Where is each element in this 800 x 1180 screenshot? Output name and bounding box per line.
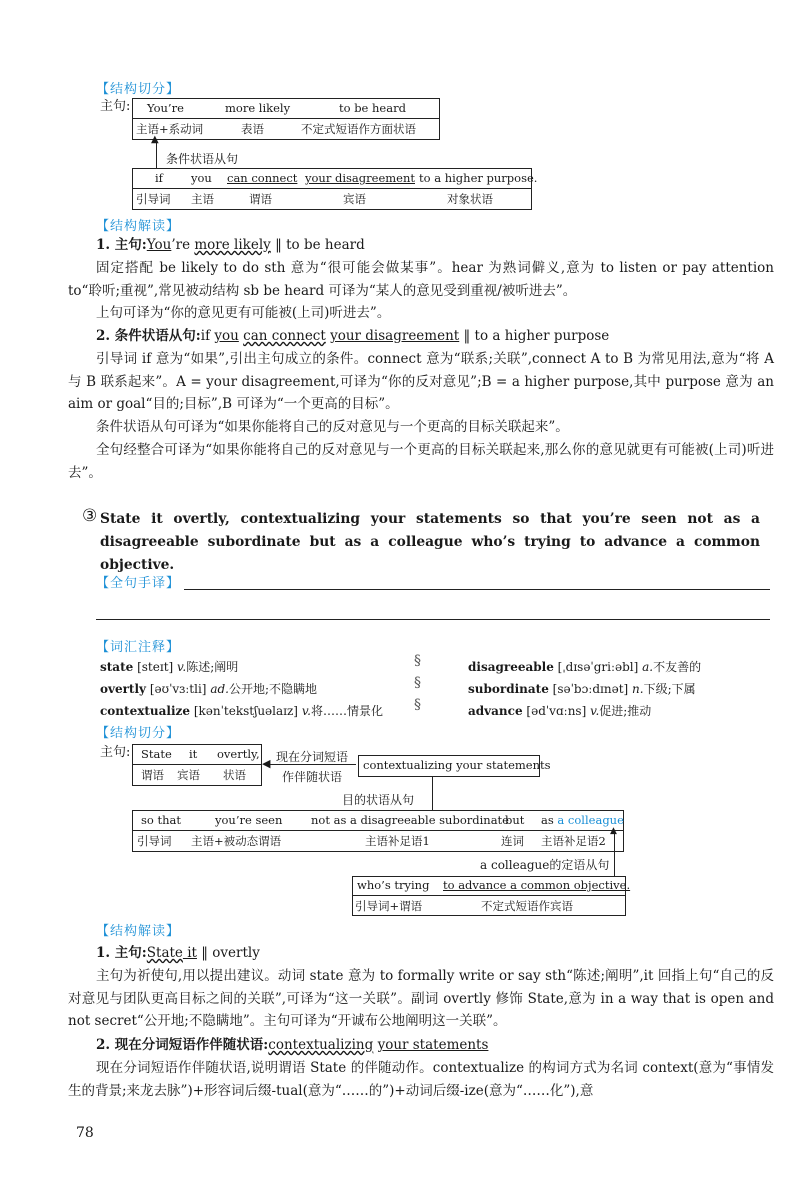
heading-you: you bbox=[214, 328, 239, 344]
main-clause-label-1: 主句: bbox=[100, 99, 131, 114]
heading-if: if bbox=[200, 328, 215, 344]
vocab-ipa: [kənˈtekstʃuəlaɪz] bbox=[193, 704, 298, 718]
role-introducer: 引导词 bbox=[137, 834, 172, 848]
vocab-word: advance bbox=[468, 704, 523, 718]
heading-it: it bbox=[182, 945, 197, 961]
word-can-connect: can connect bbox=[227, 171, 298, 185]
analysis-title-1: 【结构解读】 bbox=[96, 219, 181, 234]
vocab-word: subordinate bbox=[468, 682, 549, 696]
vocab-word: disagreeable bbox=[468, 660, 554, 674]
vocab-ipa: [ədˈvɑːns] bbox=[526, 704, 587, 718]
heading-rest: ‖ to be heard bbox=[270, 237, 365, 253]
vocab-pos: n. bbox=[632, 682, 644, 696]
role-complement-2: 主语补足语2 bbox=[541, 834, 606, 848]
heading-state: State bbox=[146, 945, 183, 961]
word-as: as bbox=[541, 813, 558, 827]
spiral-icon: § bbox=[414, 675, 421, 691]
word-it: it bbox=[189, 747, 198, 761]
vocab-title: 【词汇注释】 bbox=[96, 640, 181, 655]
explanation-p3: 引导词 if 意为“如果”,引出主句成立的条件。connect 意为“联系;关联”,connect A to B 为常见用法,意为“将 A 与 B 联系起来”。A = your disagreement,可译为“你的反对意见”;B = a higher purpose,其中 purpose 意为 an aim or goal“目的;目标”,B 可译为“一个更高的目标”。 bbox=[68, 351, 774, 412]
spiral-icon: § bbox=[414, 653, 421, 669]
vocab-meaning: 将……情景化 bbox=[311, 704, 384, 718]
role-adverbial: 状语 bbox=[223, 768, 246, 782]
vocab-pos: ad. bbox=[210, 682, 229, 696]
participle-box bbox=[358, 755, 551, 777]
arrow-up-icon: ▲ bbox=[151, 134, 159, 145]
word-state: State bbox=[141, 747, 172, 761]
heading-your-statements: your statements bbox=[377, 1037, 489, 1053]
vocab-pos: v. bbox=[590, 704, 600, 718]
vocab-word: contextualize bbox=[100, 704, 190, 718]
main-clause-label-2: 主句: bbox=[100, 745, 131, 760]
role-complement-1: 主语补足语1 bbox=[365, 834, 430, 848]
vocab-ipa: [səˈbɔːdɪnət] bbox=[552, 682, 629, 696]
heading-your-disagreement: your disagreement bbox=[330, 328, 460, 344]
vocab-pos: a. bbox=[642, 660, 654, 674]
attr-label: a colleague的定语从句 bbox=[480, 858, 610, 872]
explanation-p5: 全句经整合可译为“如果你能将自己的反对意见与一个更高的目标关联起来,那么你的意见就更有可能被(上司)听进去”。 bbox=[68, 442, 774, 481]
cond-clause-box bbox=[132, 168, 538, 210]
word-to-be-heard: to be heard bbox=[339, 101, 406, 115]
item-number: ③ bbox=[82, 506, 98, 526]
translate-line-1[interactable] bbox=[184, 589, 770, 590]
vocab-entry bbox=[100, 680, 317, 697]
analysis-heading-main-2 bbox=[96, 942, 260, 964]
heading-prefix: 2. 条件状语从句: bbox=[96, 328, 201, 344]
role-predicative: 表语 bbox=[241, 122, 264, 136]
vocab-entry bbox=[468, 702, 651, 719]
word-as-colleague bbox=[541, 813, 624, 827]
vocab-meaning: 不友善的 bbox=[653, 660, 702, 674]
role-predicate: 谓语 bbox=[249, 192, 272, 206]
arrow-up-icon: ▲ bbox=[610, 826, 617, 836]
role-subject: 主语 bbox=[191, 192, 214, 206]
analysis-heading-cond bbox=[96, 325, 609, 347]
role-predicate: 谓语 bbox=[141, 768, 164, 782]
translate-line-2[interactable] bbox=[96, 619, 770, 620]
word-to-higher-purpose: to a higher purpose. bbox=[419, 171, 538, 185]
word-colleague: a colleague bbox=[557, 813, 624, 827]
vocab-entry bbox=[468, 658, 701, 675]
word-not-as-subordinate: not as a disagreeable subordinate bbox=[311, 813, 509, 827]
explanation-p4: 条件状语从句可译为“如果你能将自己的反对意见与一个更高的目标关联起来”。 bbox=[96, 419, 569, 435]
vocab-word: state bbox=[100, 660, 134, 674]
translate-label: 【全句手译】 bbox=[96, 576, 181, 591]
word-you-re-seen: you’re seen bbox=[215, 813, 283, 827]
heading-rest: ‖ overtly bbox=[196, 945, 260, 961]
word-who-s-trying: who’s trying bbox=[357, 878, 430, 892]
vocab-entry bbox=[100, 658, 238, 675]
vocab-meaning: 陈述;阐明 bbox=[186, 660, 239, 674]
word-your-disagreement: your disagreement bbox=[305, 171, 415, 185]
vocab-meaning: 公开地;不隐瞒地 bbox=[228, 682, 318, 696]
heading-you: You bbox=[146, 237, 172, 253]
heading-contextualizing: contextualizing bbox=[268, 1037, 374, 1053]
word-you-re: You’re bbox=[147, 101, 184, 115]
role-conjunction: 连词 bbox=[501, 834, 524, 848]
struct-title-1: 【结构切分】 bbox=[96, 82, 181, 97]
participle-label: 现在分词短语 bbox=[276, 750, 349, 764]
explanation-q2: 现在分词短语作伴随状语,说明谓语 State 的伴随动作。contextualize 的构词方式为名词 context(意为“事情发生的背景;来龙去脉”)+形容词后缀-tual(意为“……的”)+动词后缀-ize(意为“……化”),意 bbox=[68, 1060, 774, 1099]
explanation-p2: 上句可译为“你的意见更有可能被(上司)听进去”。 bbox=[96, 305, 391, 321]
word-more-likely: more likely bbox=[225, 101, 291, 115]
item-sentence: State it overtly, contextualizing your statements so that you’re seen not as a disagreeable subordinate but as a colleague who’s trying to advance a common objective. bbox=[100, 511, 760, 573]
explanation-q1: 主句为祈使句,用以提出建议。动词 state 意为 to formally write or say sth“陈述;阐明”,it 回指上句“自己的反对意见与团队更高目标之间的关联”,可译为“这一关联”。副词 overtly 修饰 State,意为 in a way that is open and not secret“公开地;不隐瞒地”。主句可译为“开诚布公地阐明这一关联”。 bbox=[68, 968, 774, 1029]
vocab-word: overtly bbox=[100, 682, 147, 696]
word-if: if bbox=[155, 171, 163, 185]
heading-more-likely: more likely bbox=[194, 237, 271, 253]
vocab-meaning: 促进;推动 bbox=[599, 704, 652, 718]
vocab-entry bbox=[468, 680, 696, 697]
word-to-advance: to advance a common objective. bbox=[443, 878, 631, 892]
main-clause-box-2 bbox=[132, 744, 262, 786]
struct-title-2: 【结构切分】 bbox=[96, 726, 181, 741]
cond-clause-label: 条件状语从句 bbox=[166, 152, 239, 166]
role-target-adverbial: 对象状语 bbox=[447, 192, 493, 206]
vocab-pos: v. bbox=[177, 660, 187, 674]
role-infinitive-object: 不定式短语作宾语 bbox=[481, 899, 573, 913]
heading-rest: ‖ to a higher purpose bbox=[459, 328, 610, 344]
word-overtly: overtly, bbox=[217, 747, 260, 761]
participle-role: 作伴随状语 bbox=[282, 770, 343, 784]
arrow-left-icon: ◀ bbox=[262, 757, 271, 770]
role-infinitive-adverbial: 不定式短语作方面状语 bbox=[301, 122, 416, 136]
heading-prefix: 1. 主句: bbox=[96, 237, 147, 253]
role-introducer: 引导词 bbox=[136, 192, 171, 206]
role-subject-verb: 主语+系动词 bbox=[136, 122, 204, 136]
heading-prefix: 2. 现在分词短语作伴随状语: bbox=[96, 1037, 269, 1053]
word-so-that: so that bbox=[141, 813, 181, 827]
analysis-title-2: 【结构解读】 bbox=[96, 924, 181, 939]
heading-re: ’re bbox=[171, 237, 195, 253]
heading-prefix: 1. 主句: bbox=[96, 945, 147, 961]
role-object: 宾语 bbox=[177, 768, 200, 782]
purpose-clause-box bbox=[132, 810, 624, 852]
page-number: 78 bbox=[76, 1125, 94, 1141]
link-line bbox=[432, 776, 433, 810]
role-subject-passive: 主语+被动态谓语 bbox=[191, 834, 282, 848]
spiral-icon: § bbox=[414, 697, 421, 713]
link-line-2 bbox=[614, 832, 615, 876]
vocab-ipa: [əʊˈvɜːtli] bbox=[149, 682, 207, 696]
analysis-heading-participle bbox=[96, 1034, 488, 1056]
attr-clause-box bbox=[352, 876, 631, 916]
word-but: but bbox=[505, 813, 525, 827]
explanation-p1: 固定搭配 be likely to do sth 意为“很可能会做某事”。hear 为熟词僻义,意为 to listen or pay attention to“聆听;重视”,常见被动结构 sb be heard 可译为“某人的意见受到重视/被听进去”。 bbox=[68, 260, 774, 299]
main-clause-box-1 bbox=[132, 98, 440, 140]
vocab-ipa: [steɪt] bbox=[137, 660, 174, 674]
vocab-ipa: [ˌdɪsəˈgriːəbl] bbox=[557, 660, 639, 674]
participle-phrase: contextualizing your statements bbox=[363, 758, 551, 772]
purpose-label: 目的状语从句 bbox=[342, 793, 415, 807]
vocab-meaning: 下级;下属 bbox=[643, 682, 696, 696]
vocab-entry bbox=[100, 702, 383, 719]
heading-can-connect: can connect bbox=[243, 328, 326, 344]
vocab-pos: v. bbox=[301, 704, 311, 718]
analysis-heading-main bbox=[96, 234, 365, 256]
role-introducer-predicate: 引导词+谓语 bbox=[355, 899, 423, 913]
word-you: you bbox=[191, 171, 212, 185]
role-object: 宾语 bbox=[343, 192, 366, 206]
